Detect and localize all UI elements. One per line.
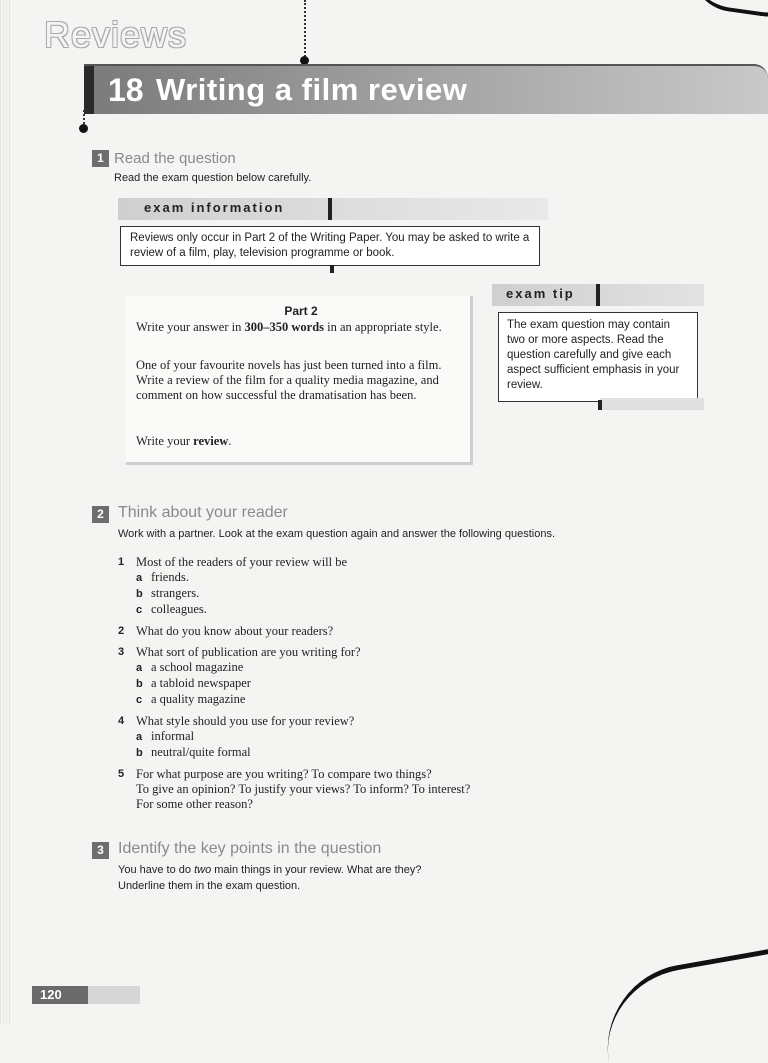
exam-information-bar [328, 198, 332, 220]
question-3: 3 What sort of publication are you writing for? a a school magazine b a tabloid newspaper c a quality magazine [118, 645, 558, 708]
option: b a tabloid newspaper [136, 676, 251, 690]
section-3-line-1: You have to do two main things in your review. What are they? [118, 864, 422, 876]
section-2-instruction: Work with a partner. Look at the exam question again and answer the following questions. [118, 528, 556, 540]
question-4: 4 What style should you use for your review? a informal b neutral/quite formal [118, 714, 558, 761]
exam-question-card [126, 296, 473, 465]
option: b strangers. [136, 586, 200, 600]
question-part: Part 2 [284, 304, 318, 318]
unit-title: Writing a film review [156, 72, 468, 107]
dotted-rule-top [304, 0, 306, 60]
option: a a school magazine [136, 660, 244, 674]
question-1: 1 Most of the readers of your review will be a friends. b strangers. c colleagues. [118, 555, 558, 618]
option: a friends. [136, 570, 189, 584]
exam-tip-box [498, 312, 698, 402]
exam-tip-text: The exam question may contain two or more aspects. Read the question carefully and give each aspect sufficient emphasis in your review. [507, 319, 680, 391]
exam-information-text: Reviews only occur in Part 2 of the Writing Paper. You may be asked to write a review of a film, play, television programme or book. [130, 232, 530, 259]
option: a informal [136, 729, 195, 743]
question-2: 2 What do you know about your readers? [118, 624, 334, 638]
footer-bar [88, 986, 140, 1004]
bullet-dot-left [79, 124, 88, 133]
option: b neutral/quite formal [136, 745, 251, 759]
exam-tip-bar [596, 284, 600, 306]
option: c colleagues. [136, 602, 207, 616]
reader-question-list [118, 555, 558, 818]
page-edge [0, 0, 10, 1024]
section-3-line-2: Underline them in the exam question. [118, 880, 301, 892]
section-1-instruction: Read the exam question below carefully. [114, 172, 312, 184]
question-paragraph-3: Write your review. [136, 434, 232, 448]
exam-information-tail [330, 265, 334, 273]
unit-number: 18 [108, 72, 144, 108]
page-number: 120 [40, 987, 62, 1002]
exam-information-box [120, 226, 540, 266]
running-head: Reviews [44, 14, 188, 55]
section-3-title: Identify the key points in the question [118, 840, 382, 857]
page-bottom-curl [594, 942, 768, 1063]
question-paragraph-1: Write your answer in 300–350 words in an appropriate style. [136, 320, 442, 334]
title-stripe [84, 66, 94, 114]
section-1-title: Read the question [114, 150, 236, 167]
exam-tip-tail [598, 400, 602, 410]
question-paragraph-2: One of your favourite novels has just been turned into a film. Write a review of the film for a quality media magazine, and comment on how successful the dramatisation has been. [136, 358, 442, 402]
section-2-title: Think about your reader [118, 504, 288, 521]
unit-title-band [84, 64, 768, 114]
section-3-number: 3 [92, 842, 109, 859]
section-2-number: 2 [92, 506, 109, 523]
exam-information-label: exam information [144, 200, 285, 215]
page-number-box [32, 986, 88, 1004]
exam-tip-band [492, 284, 704, 306]
exam-tip-shade [600, 398, 704, 410]
page-corner-curl [686, 0, 768, 22]
section-1-number: 1 [92, 150, 109, 167]
exam-tip-label: exam tip [506, 286, 575, 301]
exam-information-band [118, 198, 548, 220]
question-5: 5 For what purpose are you writing? To compare two things? To give an opinion? To justify your views? To inform? To interest? For some other reason? [118, 767, 471, 811]
option: c a quality magazine [136, 692, 246, 706]
